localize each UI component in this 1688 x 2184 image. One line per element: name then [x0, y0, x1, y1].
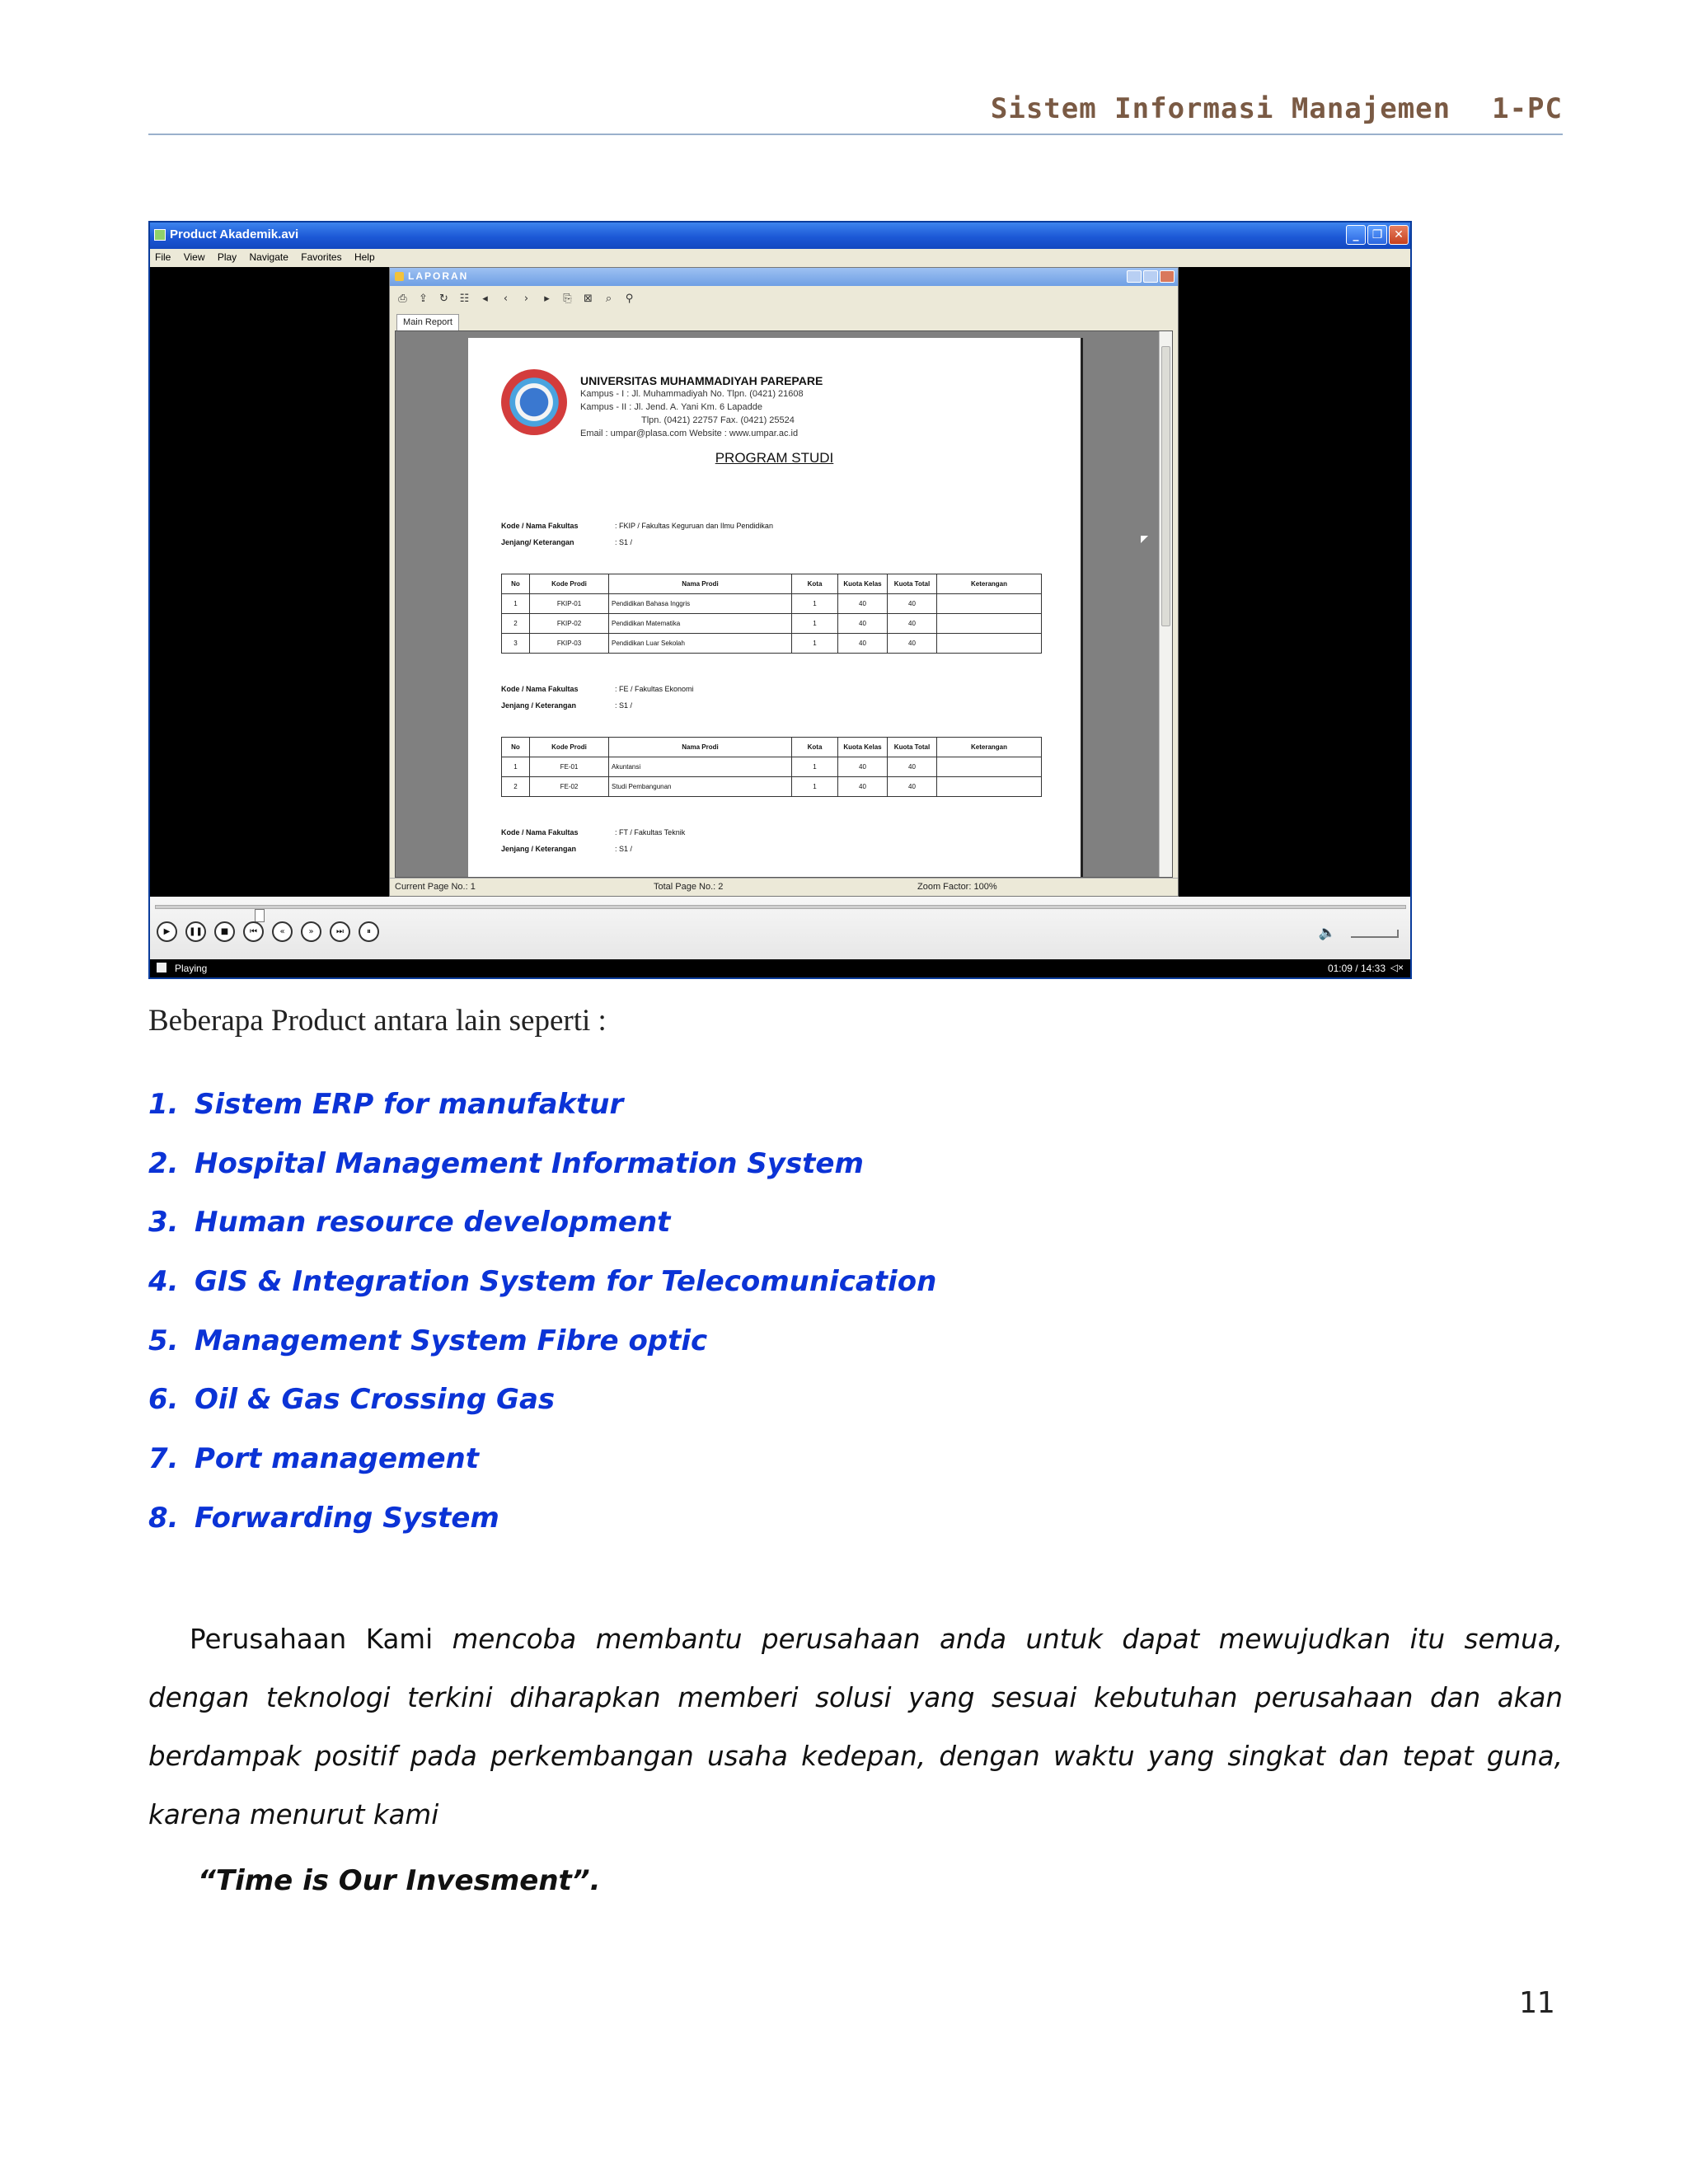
table-cell: FE-01 — [530, 757, 609, 777]
menu-view[interactable]: View — [183, 251, 205, 263]
header-doc-code: 1-PC — [1492, 92, 1563, 125]
list-number: 1. — [148, 1088, 179, 1121]
media-file-icon — [154, 229, 166, 241]
meta-value: : FKIP / Fakultas Keguruan dan Ilmu Pendidikan — [615, 522, 773, 530]
product-list — [148, 1088, 936, 1561]
table-row — [502, 757, 1042, 777]
total-page-label: Total Page No.: 2 — [654, 882, 724, 892]
stop-icon: ⊠ — [584, 292, 593, 305]
current-page-label: Current Page No.: 1 — [395, 882, 476, 892]
meta-label: Kode / Nama Fakultas — [501, 522, 579, 530]
frame-step-icon[interactable]: ⏸ — [359, 921, 379, 942]
first-page-icon: ◂ — [482, 292, 488, 305]
meta-label: Kode / Nama Fakultas — [501, 828, 579, 837]
report-page — [468, 338, 1083, 878]
zoom-icon: ⚲ — [625, 292, 634, 305]
column-header: Kuota Total — [888, 574, 937, 594]
address-line: Kampus - II : Jl. Jend. A. Yani Km. 6 Lapadde — [580, 402, 762, 412]
closing-paragraph — [148, 1610, 1563, 1844]
list-number: 8. — [148, 1501, 179, 1535]
restore-icon[interactable]: ❐ — [1367, 225, 1387, 245]
meta-value: : S1 / — [615, 845, 633, 853]
print-icon: ⎙ — [398, 292, 407, 305]
column-header: Nama Prodi — [609, 738, 792, 757]
university-name: UNIVERSITAS MUHAMMADIYAH PAREPARE — [580, 374, 823, 387]
search-icon: ⌕ — [605, 292, 612, 305]
report-close-icon — [1160, 270, 1175, 283]
menu-navigate[interactable]: Navigate — [249, 251, 288, 263]
table-row — [502, 634, 1042, 654]
list-item — [148, 1147, 936, 1207]
list-label: Management System Fibre optic — [195, 1324, 708, 1357]
faculty-meta — [501, 824, 685, 857]
export-icon: ⇪ — [419, 292, 428, 305]
table-cell: 40 — [838, 777, 888, 797]
window-buttons — [1346, 225, 1409, 245]
meta-label: Jenjang/ Keterangan — [501, 538, 574, 546]
report-title: PROGRAM STUDI — [715, 450, 834, 466]
rewind-icon[interactable]: « — [272, 921, 293, 942]
table-cell: Pendidikan Bahasa Inggris — [609, 594, 792, 614]
report-window-titlebar — [390, 268, 1178, 286]
report-maximize-icon — [1143, 270, 1158, 283]
column-header: No — [502, 738, 530, 757]
list-label: Forwarding System — [195, 1501, 499, 1535]
player-menubar — [150, 249, 1410, 267]
meta-value: : FE / Fakultas Ekonomi — [615, 685, 694, 693]
column-header: Keterangan — [937, 574, 1042, 594]
table-row — [502, 594, 1042, 614]
report-window-title: LAPORAN — [408, 270, 469, 282]
page-number: 11 — [1518, 1986, 1554, 2020]
column-header: Kota — [792, 574, 838, 594]
column-header: Kode Prodi — [530, 738, 609, 757]
table-header-row — [502, 574, 1042, 594]
paragraph-lead: Perusahaan Kami — [190, 1624, 434, 1655]
menu-help[interactable]: Help — [354, 251, 375, 263]
table-row — [502, 777, 1042, 797]
speaker-icon: ◁× — [1390, 962, 1404, 973]
table-cell — [937, 757, 1042, 777]
list-number: 5. — [148, 1324, 179, 1357]
mouse-cursor-icon — [1141, 536, 1148, 543]
table-cell: 40 — [838, 634, 888, 654]
header-doc-title: Sistem Informasi Manajemen — [990, 92, 1451, 125]
report-minimize-icon — [1127, 270, 1142, 283]
fast-forward-icon[interactable]: » — [301, 921, 321, 942]
table-cell — [937, 777, 1042, 797]
play-icon[interactable]: ▶ — [157, 921, 177, 942]
player-titlebar — [150, 223, 1410, 249]
table-cell: 40 — [888, 757, 937, 777]
last-page-icon: ▸ — [544, 292, 550, 305]
player-window-title: Product Akademik.avi — [170, 227, 299, 241]
list-label: Port management — [195, 1442, 479, 1476]
report-statusbar — [390, 878, 1178, 896]
table-cell: 40 — [838, 594, 888, 614]
skip-back-icon[interactable]: ⏮ — [243, 921, 264, 942]
column-header: Kuota Kelas — [838, 738, 888, 757]
table-cell: 1 — [792, 634, 838, 654]
meta-label: Jenjang / Keterangan — [501, 845, 577, 853]
tab-main-report: Main Report — [396, 314, 459, 330]
menu-file[interactable]: File — [155, 251, 171, 263]
table-cell — [937, 594, 1042, 614]
address-line: Tlpn. (0421) 22757 Fax. (0421) 25524 — [641, 415, 795, 425]
list-number: 7. — [148, 1442, 179, 1476]
table-cell: Studi Pembangunan — [609, 777, 792, 797]
column-header: Nama Prodi — [609, 574, 792, 594]
player-controls — [150, 897, 1410, 963]
table-header-row — [502, 738, 1042, 757]
table-cell: 40 — [888, 614, 937, 634]
column-header: Kuota Total — [888, 738, 937, 757]
table-cell: Pendidikan Matematika — [609, 614, 792, 634]
table-cell — [937, 614, 1042, 634]
header-title — [148, 92, 1563, 125]
video-area — [150, 267, 1410, 897]
report-scrollbar — [1159, 331, 1172, 877]
stop-icon[interactable]: ■ — [214, 921, 235, 942]
report-preview-area — [395, 330, 1173, 878]
report-toolbar — [390, 286, 1178, 311]
table-cell: 2 — [502, 777, 530, 797]
program-table — [501, 574, 1042, 654]
playback-time: 01:09 / 14:33 — [1327, 963, 1386, 974]
list-item — [148, 1265, 936, 1324]
table-cell: 40 — [888, 634, 937, 654]
menu-play[interactable]: Play — [217, 251, 237, 263]
transport-buttons — [157, 921, 379, 942]
goto-page-icon: ⎘ — [563, 292, 572, 305]
pause-icon[interactable]: ❚❚ — [185, 921, 206, 942]
table-cell — [937, 634, 1042, 654]
table-cell: FKIP-02 — [530, 614, 609, 634]
page-header — [148, 92, 1563, 135]
list-item — [148, 1383, 936, 1442]
table-cell: 1 — [792, 757, 838, 777]
list-number: 4. — [148, 1265, 179, 1299]
list-label: Human resource development — [195, 1206, 671, 1240]
next-page-icon: › — [523, 292, 529, 305]
list-number: 3. — [148, 1206, 179, 1240]
close-icon[interactable]: ✕ — [1389, 225, 1409, 245]
report-window — [389, 267, 1179, 897]
table-cell: 40 — [838, 614, 888, 634]
media-player-screenshot — [148, 221, 1412, 979]
zoom-label: Zoom Factor: 100% — [917, 882, 997, 892]
list-label: Hospital Management Information System — [195, 1146, 864, 1180]
faculty-meta — [501, 681, 694, 714]
table-cell: 1 — [792, 777, 838, 797]
skip-forward-icon[interactable]: ⏭ — [330, 921, 350, 942]
volume-slider[interactable] — [1351, 930, 1399, 938]
paragraph-body: mencoba membantu perusahaan anda untuk dapat mewujudkan itu semua, dengan teknologi terkini diharapkan memberi solusi yang sesuai kebutuhan perusahaan dan akan berdampak positif pada perkembangan usaha kedepan, dengan waktu yang singkat dan tepat guna, karena menurut kami — [148, 1624, 1563, 1830]
list-item — [148, 1502, 936, 1561]
university-letterhead — [580, 374, 823, 440]
list-item — [148, 1442, 936, 1502]
meta-label: Kode / Nama Fakultas — [501, 685, 579, 693]
meta-value: : FT / Fakultas Teknik — [615, 828, 686, 837]
list-item — [148, 1088, 936, 1147]
table-cell: 1 — [792, 594, 838, 614]
table-row — [502, 614, 1042, 634]
list-label: Oil & Gas Crossing Gas — [195, 1383, 556, 1417]
list-label: GIS & Integration System for Telecomunication — [195, 1265, 937, 1299]
list-label: Sistem ERP for manufaktur — [195, 1088, 624, 1121]
table-cell: Akuntansi — [609, 757, 792, 777]
table-cell: 1 — [502, 757, 530, 777]
player-statusbar — [150, 959, 1410, 977]
playback-state: Playing — [175, 963, 208, 974]
address-line: Kampus - I : Jl. Muhammadiyah No. Tlpn. (0421) 21608 — [580, 389, 804, 399]
meta-value: : S1 / — [615, 538, 633, 546]
table-cell: 2 — [502, 614, 530, 634]
status-play-icon — [157, 963, 166, 972]
tree-icon: ☷ — [459, 292, 470, 305]
intro-text: Beberapa Product antara lain seperti : — [148, 1004, 607, 1038]
table-cell: FE-02 — [530, 777, 609, 797]
list-number: 2. — [148, 1146, 179, 1180]
list-number: 6. — [148, 1383, 179, 1417]
volume-icon[interactable]: 🔈 — [1318, 925, 1336, 941]
faculty-meta — [501, 518, 773, 551]
motto: “Time is Our Invesment”. — [198, 1864, 601, 1897]
column-header: Kuota Kelas — [838, 574, 888, 594]
table-cell: 40 — [888, 777, 937, 797]
column-header: No — [502, 574, 530, 594]
table-cell: 1 — [502, 594, 530, 614]
table-cell: 40 — [888, 594, 937, 614]
list-item — [148, 1324, 936, 1384]
column-header: Kota — [792, 738, 838, 757]
university-logo-icon — [501, 369, 567, 435]
table-cell: Pendidikan Luar Sekolah — [609, 634, 792, 654]
table-cell: 40 — [838, 757, 888, 777]
report-window-buttons — [1127, 270, 1175, 283]
meta-label: Jenjang / Keterangan — [501, 701, 577, 710]
meta-value: : S1 / — [615, 701, 633, 710]
table-cell: FKIP-01 — [530, 594, 609, 614]
menu-favorites[interactable]: Favorites — [301, 251, 342, 263]
table-cell: 3 — [502, 634, 530, 654]
seek-bar[interactable] — [155, 905, 1406, 909]
table-cell: FKIP-03 — [530, 634, 609, 654]
program-table — [501, 737, 1042, 797]
column-header: Keterangan — [937, 738, 1042, 757]
minimize-icon[interactable]: _ — [1346, 225, 1366, 245]
address-line: Email : umpar@plasa.com Website : www.umpar.ac.id — [580, 429, 799, 438]
refresh-icon: ↻ — [439, 292, 448, 305]
scroll-thumb — [1161, 346, 1170, 626]
prev-page-icon: ‹ — [503, 292, 509, 305]
column-header: Kode Prodi — [530, 574, 609, 594]
table-cell: 1 — [792, 614, 838, 634]
seek-thumb[interactable] — [255, 909, 265, 922]
list-item — [148, 1206, 936, 1265]
